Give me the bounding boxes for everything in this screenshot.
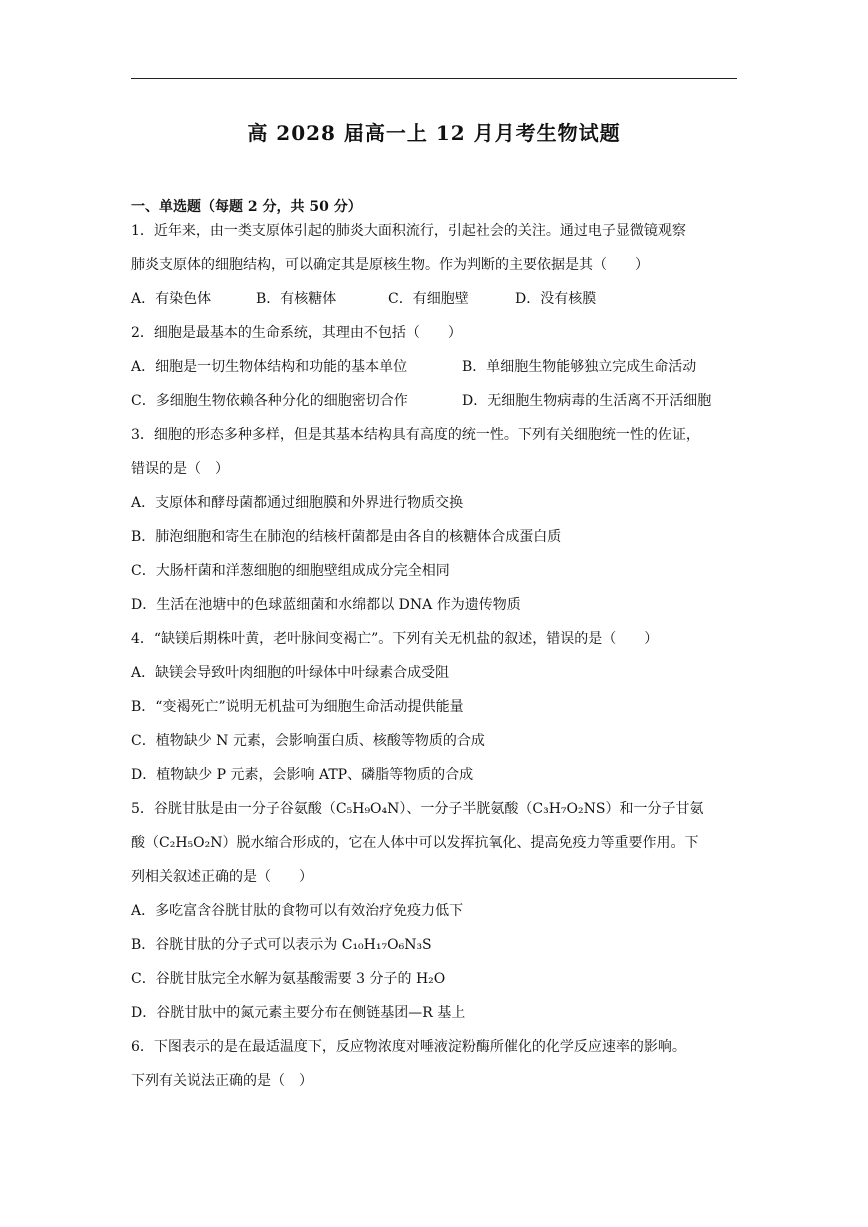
q2-option-a[interactable]: A．细胞是一切生物体结构和功能的基本单位	[131, 359, 408, 375]
q2-options-row-1	[131, 356, 737, 390]
q6-stem-line-1: 6．下图表示的是在最适温度下，反应物浓度对唾液淀粉酶所催化的化学反应速率的影响。	[131, 1039, 686, 1055]
q3-stem-line-2: 错误的是（ ）	[131, 461, 229, 477]
exam-body	[131, 196, 737, 1104]
q1-option-c[interactable]: C．有细胞壁	[388, 291, 469, 307]
q1-options	[131, 288, 737, 322]
q4-option-c[interactable]: C．植物缺少 N 元素，会影响蛋白质、核酸等物质的合成	[131, 733, 485, 749]
q4-option-b[interactable]: B．“变褐死亡”说明无机盐可为细胞生命活动提供能量	[131, 699, 464, 715]
section-heading: 一、单选题（每题 2 分，共 50 分）	[131, 199, 362, 215]
header-rule	[131, 78, 737, 79]
q4-option-a[interactable]: A．缺镁会导致叶肉细胞的叶绿体中叶绿素合成受阻	[131, 665, 450, 681]
q5-option-d[interactable]: D．谷胱甘肽中的氮元素主要分布在侧链基团—R 基上	[131, 1005, 466, 1021]
q2-options-row-2	[131, 390, 737, 424]
q3-option-d[interactable]: D．生活在池塘中的色球蓝细菌和水绵都以 DNA 作为遗传物质	[131, 597, 521, 613]
q5-stem-line-2: 酸（C₂H₅O₂N）脱水缩合形成的，它在人体中可以发挥抗氧化、提高免疫力等重要作用。下	[131, 835, 699, 851]
q1-option-d[interactable]: D．没有核膜	[515, 291, 597, 307]
q4-stem-line-1: 4．“缺镁后期株叶黄，老叶脉间变褐亡”。下列有关无机盐的叙述，错误的是（ ）	[131, 631, 659, 647]
q5-stem-line-3: 列相关叙述正确的是（ ）	[131, 869, 313, 885]
q5-option-c[interactable]: C．谷胱甘肽完全水解为氨基酸需要 3 分子的 H₂O	[131, 971, 446, 987]
q2-option-c[interactable]: C．多细胞生物依赖各种分化的细胞密切合作	[131, 393, 408, 409]
q2-option-d[interactable]: D．无细胞生物病毒的生活离不开活细胞	[462, 393, 712, 409]
q5-stem-line-1: 5．谷胱甘肽是由一分子谷氨酸（C₅H₉O₄N）、一分子半胱氨酸（C₃H₇O₂NS）和一分子甘氨	[131, 801, 704, 817]
q6-stem-line-2: 下列有关说法正确的是（ ）	[131, 1073, 313, 1089]
q1-stem-line-1: 1．近年来，由一类支原体引起的肺炎大面积流行，引起社会的关注。通过电子显微镜观察	[131, 223, 686, 239]
q2-stem-line-1: 2．细胞是最基本的生命系统，其理由不包括（ ）	[131, 325, 462, 341]
q1-stem-line-2: 肺炎支原体的细胞结构，可以确定其是原核生物。作为判断的主要依据是其（ ）	[131, 257, 649, 273]
q4-option-d[interactable]: D．植物缺少 P 元素，会影响 ATP、磷脂等物质的合成	[131, 767, 474, 783]
q5-option-a[interactable]: A．多吃富含谷胱甘肽的食物可以有效治疗免疫力低下	[131, 903, 464, 919]
q3-stem-line-1: 3．细胞的形态多种多样，但是其基本结构具有高度的统一性。下列有关细胞统一性的佐证，	[131, 427, 700, 443]
q3-option-a[interactable]: A．支原体和酵母菌都通过细胞膜和外界进行物质交换	[131, 495, 464, 511]
q3-option-c[interactable]: C．大肠杆菌和洋葱细胞的细胞壁组成成分完全相同	[131, 563, 450, 579]
q3-option-b[interactable]: B．肺泡细胞和寄生在肺泡的结核杆菌都是由各自的核糖体合成蛋白质	[131, 529, 562, 545]
q1-option-a[interactable]: A．有染色体	[131, 291, 212, 307]
q2-option-b[interactable]: B．单细胞生物能够独立完成生命活动	[462, 359, 697, 375]
q1-option-b[interactable]: B．有核糖体	[256, 291, 337, 307]
exam-title: 高 2028 届高一上 12 月月考生物试题	[247, 121, 621, 145]
q5-option-b[interactable]: B．谷胱甘肽的分子式可以表示为 C₁₀H₁₇O₆N₃S	[131, 937, 432, 953]
